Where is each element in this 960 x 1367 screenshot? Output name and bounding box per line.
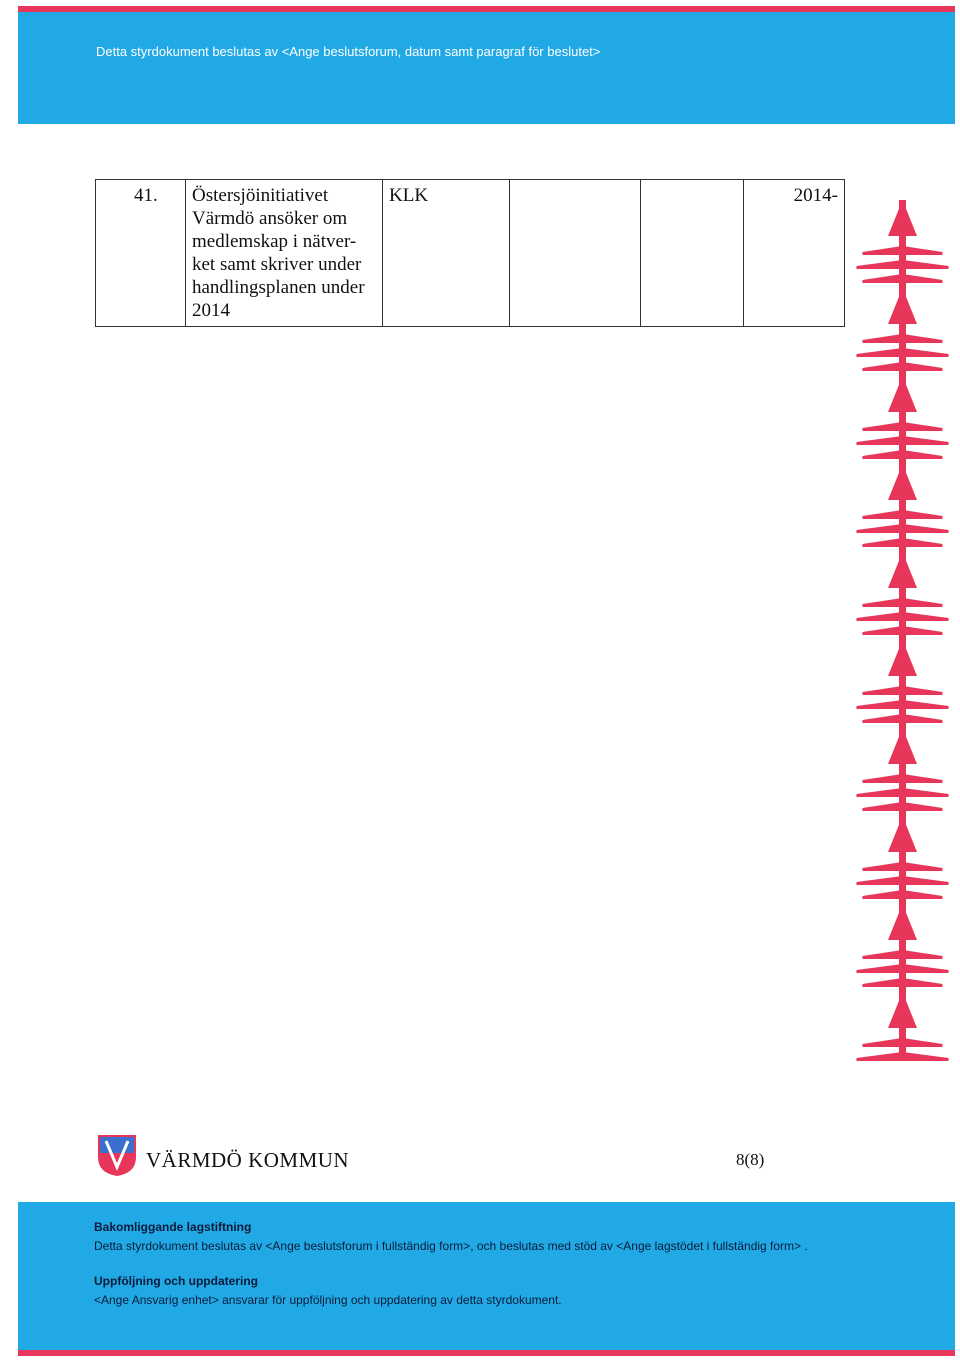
footer-band [18, 1202, 955, 1356]
page-number: 8(8) [736, 1150, 765, 1169]
description-line: 2014 [192, 300, 230, 321]
description-line: handlingsplanen under [192, 277, 365, 298]
row-number: 41. [96, 180, 186, 327]
action-table [95, 179, 845, 327]
legislation-heading: Bakomliggande lagstiftning [94, 1220, 252, 1234]
description-line: medlemskap i nätver- [192, 231, 357, 252]
legislation-text: Detta styrdokument beslutas av <Ange beslutsforum i fullständig form>, och beslutas med stöd av <Ange lagstödet i fullständig form> . [94, 1239, 808, 1253]
header-band [18, 6, 955, 124]
description-line: Östersjöinitiativet [192, 185, 329, 206]
brand-name: VÄRMDÖ KOMMUN [146, 1148, 350, 1172]
followup-heading: Uppföljning och uppdatering [94, 1274, 258, 1288]
followup-text: <Ange Ansvarig enhet> ansvarar för uppföljning och uppdatering av detta styrdokument. [94, 1293, 562, 1307]
row-empty-cell [510, 180, 641, 327]
decision-notice: Detta styrdokument beslutas av <Ange beslutsforum, datum samt paragraf för beslutet> [96, 44, 601, 59]
row-owner: KLK [383, 180, 510, 327]
tree-ornament-graphic [855, 195, 950, 1065]
row-year: 2014- [744, 180, 845, 327]
description-line: ket samt skriver under [192, 254, 362, 275]
table-row [96, 180, 845, 327]
footer-brand [96, 1133, 776, 1177]
municipal-shield-icon [96, 1133, 138, 1177]
row-empty-cell [641, 180, 744, 327]
row-description [186, 180, 383, 327]
description-line: Värmdö ansöker om [192, 208, 348, 229]
